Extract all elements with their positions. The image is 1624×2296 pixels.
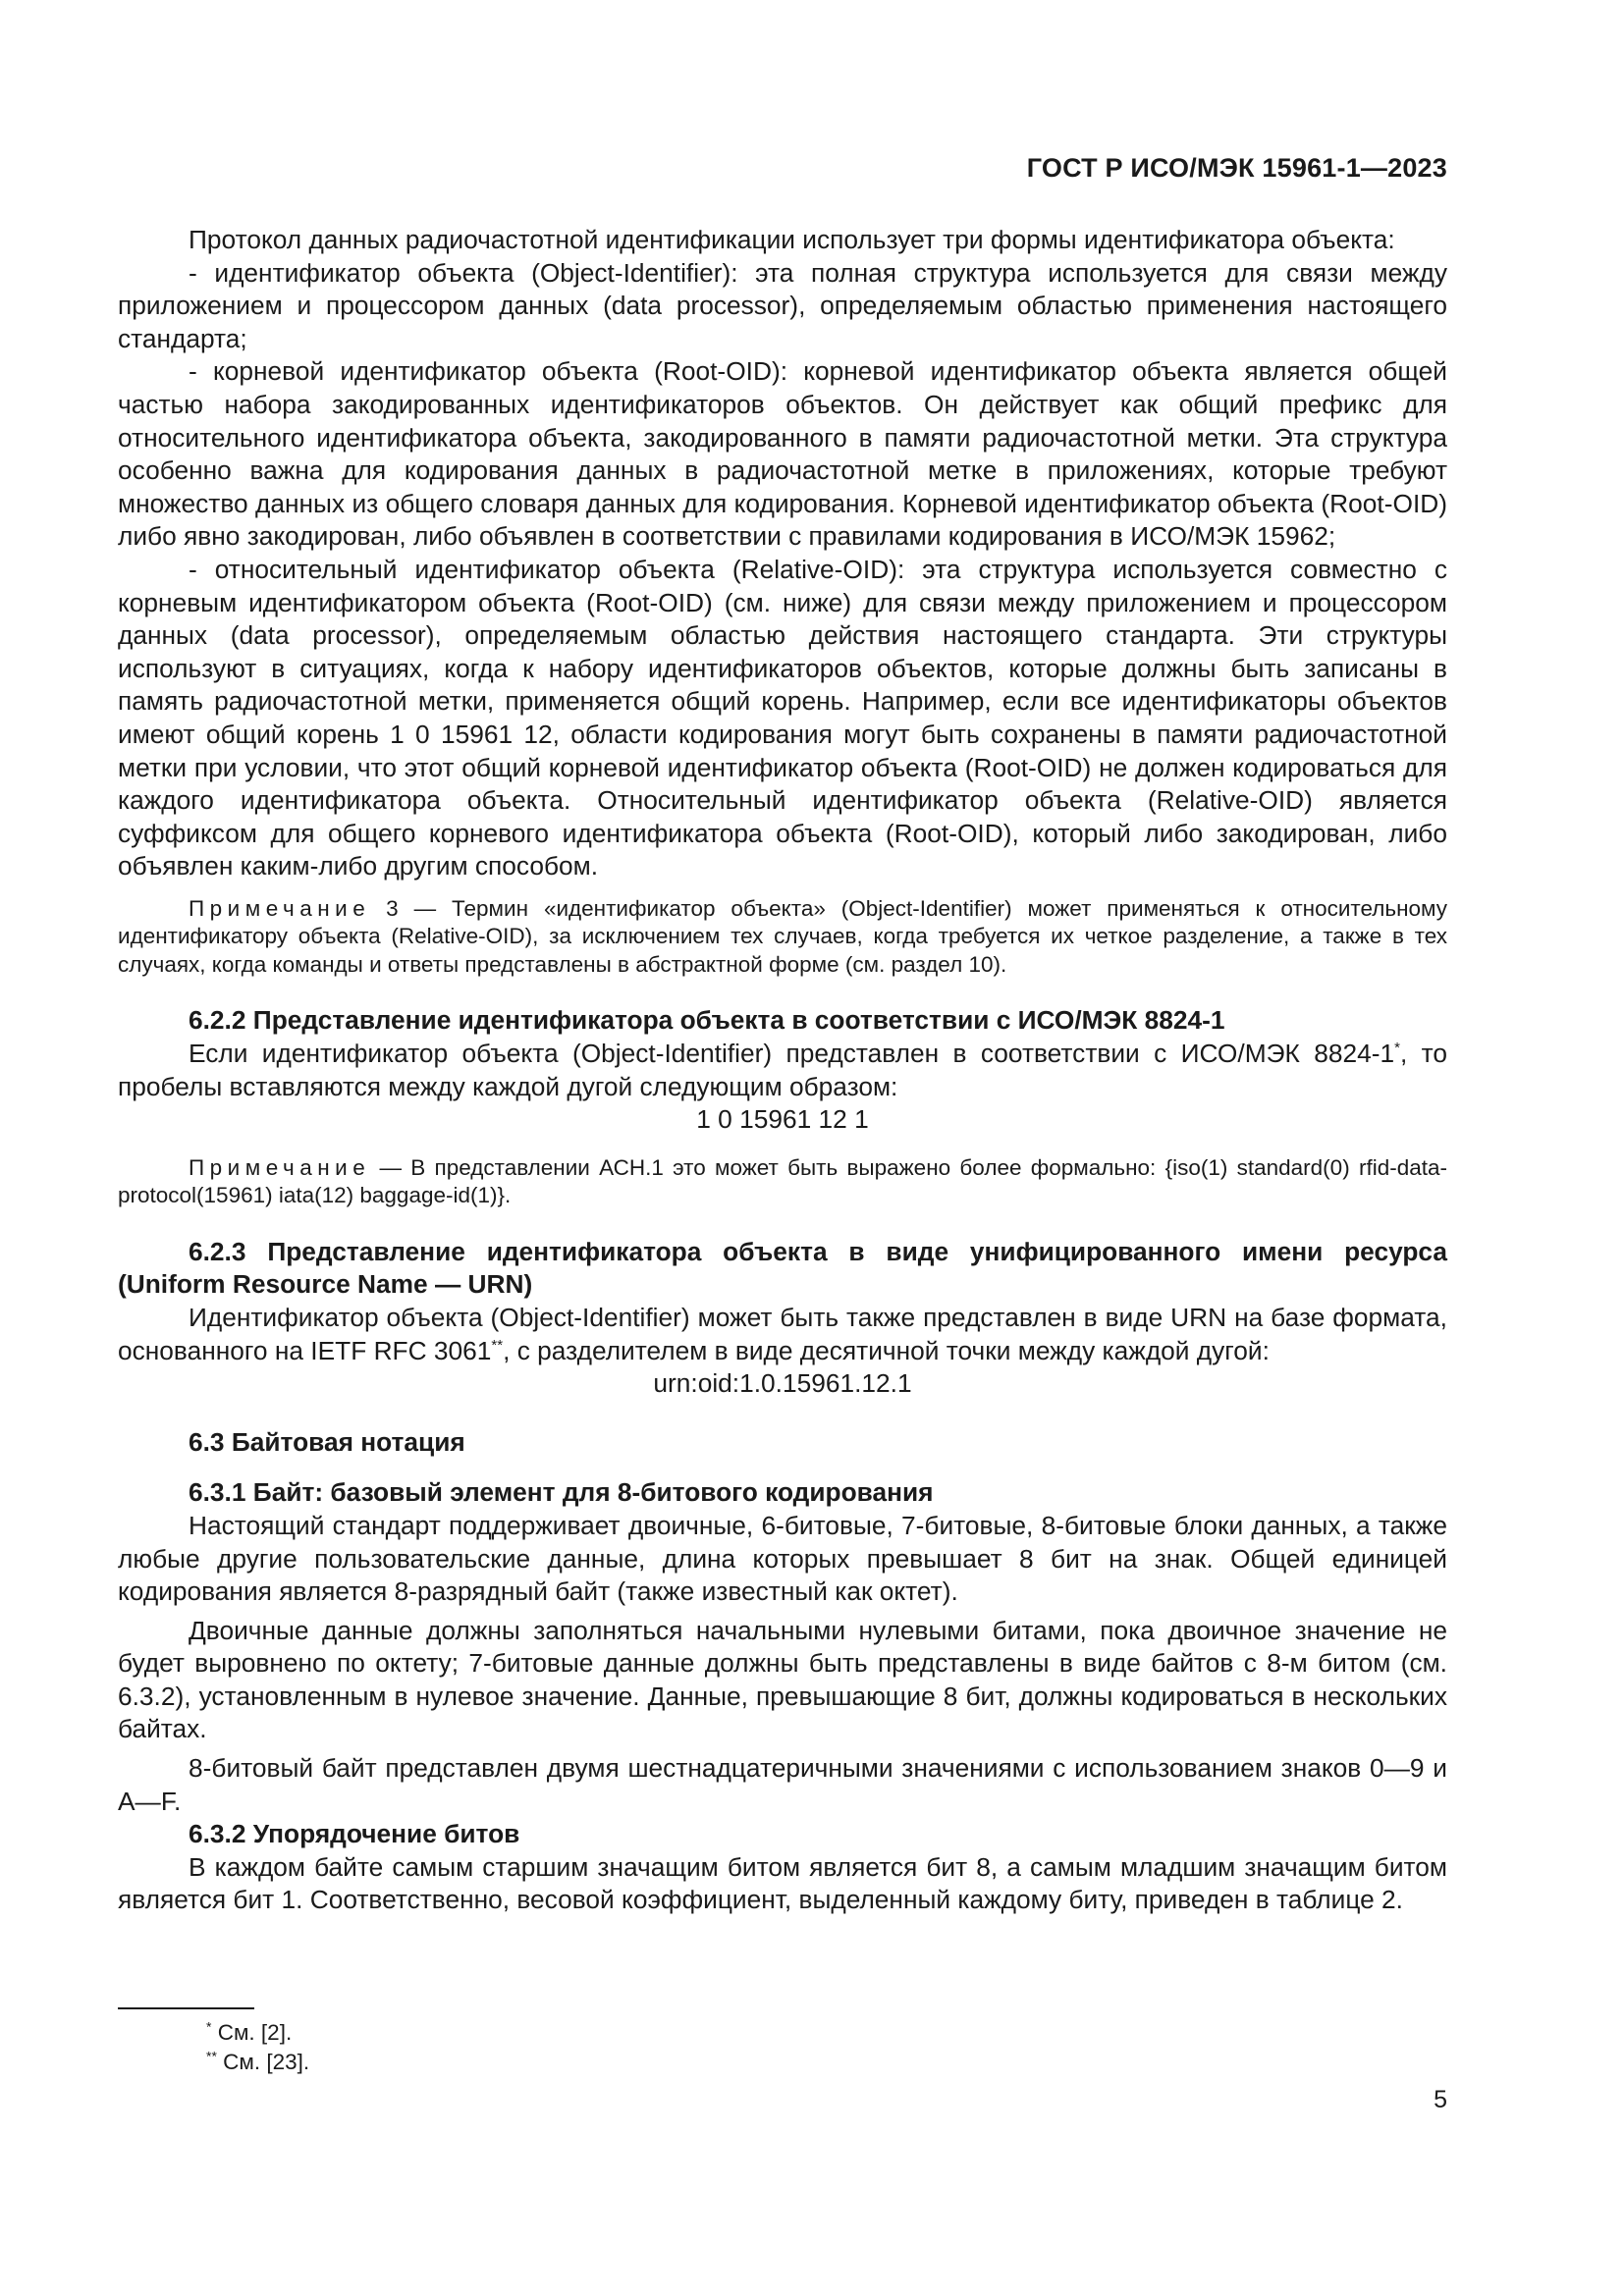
page-number: 5	[1434, 2086, 1447, 2113]
footnote-ref-2: **	[491, 1336, 504, 1354]
note-asn1	[118, 1154, 1447, 1210]
paragraph-relative-oid: - относительный идентификатор объекта (Relative-OID): эта структура используется совместно с корневым идентификатором объекта (Root-OID) (см. ниже) для связи между приложением и процессором данных (data processor), определяемым областью действия настоящего стандарта. Эти структуры используют в ситуациях, когда к набору идентификаторов объектов, которые должны быть записаны в память радиочастотной метки, применяется общий корень. Например, если все идентификаторы объектов имеют общий корень 1 0 15961 12, области кодирования могут быть сохранены в памяти радиочастотной метки при условии, что этот общий корневой идентификатор объекта (Root-OID) не должен кодироваться для каждого идентификатора объекта. Относительный идентификатор объекта (Relative-OID) является суффиксом для общего корневого идентификатора объекта (Root-OID), который либо закодирован, либо объявлен каким-либо другим способом.	[118, 554, 1447, 881]
section-heading-6-3-2: 6.3.2 Упорядочение битов	[189, 1819, 520, 1849]
page-header-standard-id: ГОСТ Р ИСО/МЭК 15961-1—2023	[1026, 153, 1447, 183]
document-body	[118, 224, 1447, 1917]
footnote-2-mark: **	[206, 2048, 217, 2064]
paragraph-binary-padding: Двоичные данные должны заполняться начальными нулевыми битами, пока двоичное значение не будет выровнено по октету; 7-битовые данные должны быть представлены в виде байтов с 8-м битом (см. 6.3.2), установленным в нулевое значение. Данные, превышающие 8 бит, должны кодироваться в нескольких байтах.	[118, 1615, 1447, 1744]
footnote-1	[206, 2018, 309, 2048]
oid-example: 1 0 15961 12 1	[696, 1104, 869, 1135]
footnote-2-text: См. [23].	[216, 2050, 310, 2074]
footnote-2	[206, 2048, 309, 2077]
paragraph-urn-text-a: Идентификатор объекта (Object-Identifier) может быть также представлен в виде URN на базе формата, основанного на IETF RFC 3061	[118, 1302, 1447, 1365]
footnote-1-mark: *	[206, 2018, 212, 2035]
paragraph-object-identifier: - идентификатор объекта (Object-Identifier): эта полная структура используется для связи между приложением и процессором данных (data processor), определяемым областью применения настоящего стандарта;	[118, 257, 1447, 353]
paragraph-urn-text-b: , с разделителем в виде десятичной точки между каждой дугой:	[503, 1335, 1270, 1365]
paragraph-root-oid: - корневой идентификатор объекта (Root-OID): корневой идентификатор объекта является общей частью набора закодированных идентификаторов объектов. Он действует как общий префикс для относительного идентификатора объекта, закодированного в памяти радиочастотной метки. Эта структура особенно важна для кодирования данных в радиочастотной метке в приложениях, которые требуют множество данных из общего словаря данных для кодирования. Корневой идентификатор объекта (Root-OID) либо явно закодирован, либо объявлен в соответствии с правилами кодирования в ИСО/МЭК 15962;	[118, 356, 1447, 552]
footnote-1-text: См. [2].	[211, 2020, 293, 2045]
note-3-text: 3 — Термин «идентификатор объекта» (Object-Identifier) может применяться к относительному идентификатору объекта (Relative-OID), за исключением тех случаев, когда требуется их четкое разделение, а также в тех случаях, когда команды и ответы представлены в абстрактной форме (см. раздел 10).	[118, 895, 1447, 977]
paragraph-byte-support: Настоящий стандарт поддерживает двоичные, 6-битовые, 7-битовые, 8-битовые блоки данных, а также любые другие пользовательские данные, длина которых превышает 8 бит на знак. Общей единицей кодирования является 8-разрядный байт (также известный как октет).	[118, 1510, 1447, 1607]
paragraph-urn	[118, 1302, 1447, 1367]
section-heading-6-2-3: 6.2.3 Представление идентификатора объекта в виде унифицированного имени ресурса (Uniform Resource Name — URN)	[118, 1236, 1447, 1300]
paragraph-hex-representation: 8-битовый байт представлен двумя шестнадцатеричными значениями с использованием знаков 0—9 и A—F.	[118, 1753, 1447, 1816]
footnotes	[206, 2018, 309, 2077]
note-asn1-text: — В представлении АСН.1 это может быть выражено более формально: {iso(1) standard(0) rfid-data-protocol(15961) iata(12) baggage-id(1)}.	[118, 1154, 1447, 1208]
paragraph-iso-8824-text-b: , то пробелы вставляются между каждой дугой следующим образом:	[118, 1038, 1447, 1101]
footnote-ref-1: *	[1394, 1040, 1400, 1057]
section-heading-6-3-1: 6.3.1 Байт: базовый элемент для 8-битового кодирования	[189, 1477, 934, 1508]
footnote-divider	[118, 2007, 254, 2009]
paragraph-iso-8824-text-a: Если идентификатор объекта (Object-Identifier) представлен в соответствии с ИСО/МЭК 8824-1	[189, 1038, 1395, 1068]
section-heading-6-3: 6.3 Байтовая нотация	[189, 1426, 465, 1457]
section-heading-6-2-2: 6.2.2 Представление идентификатора объекта в соответствии с ИСО/МЭК 8824-1	[189, 1005, 1225, 1036]
paragraph-intro: Протокол данных радиочастотной идентификации использует три формы идентификатора объекта:	[189, 225, 1395, 254]
note-3	[118, 895, 1447, 980]
paragraph-iso-8824	[118, 1038, 1447, 1103]
urn-example: urn:oid:1.0.15961.12.1	[653, 1368, 912, 1399]
note-asn1-label: Примечание	[189, 1154, 371, 1180]
note-3-label: Примечание	[189, 895, 371, 921]
paragraph-bit-ordering: В каждом байте самым старшим значащим битом является бит 8, а самым младшим значащим битом является бит 1. Соответственно, весовой коэффициент, выделенный каждому биту, приведен в таблице 2.	[118, 1851, 1447, 1915]
